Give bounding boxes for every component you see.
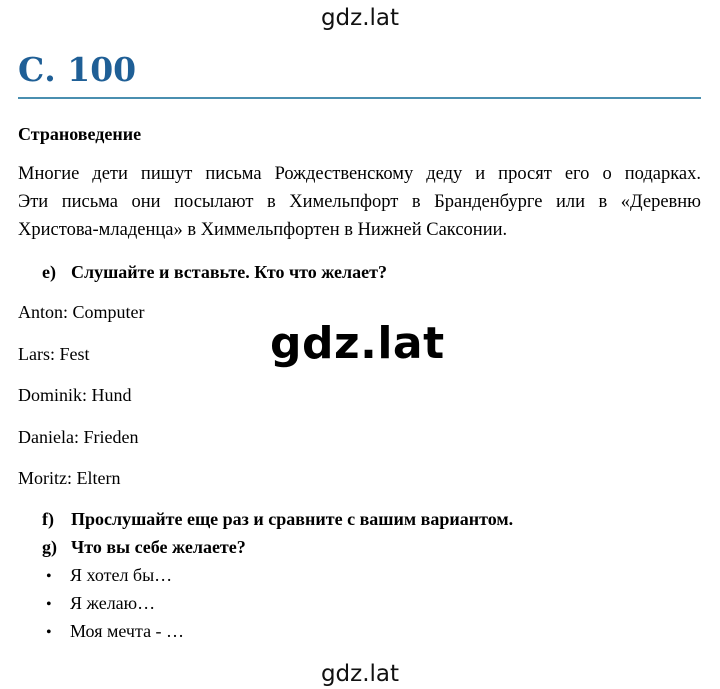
- bullet-item: [46, 593, 155, 614]
- task-e: [42, 262, 387, 283]
- bullet-item: [46, 565, 172, 586]
- task-g: [42, 537, 246, 558]
- page-title: С. 100: [18, 50, 137, 89]
- task-text: Слушайте и вставьте. Кто что желает?: [71, 262, 387, 282]
- answer-item: Lars: Fest: [18, 344, 90, 364]
- answer-item: Dominik: Hund: [18, 385, 132, 405]
- bullet-text: Моя мечта - …: [70, 621, 185, 641]
- task-f: [42, 509, 513, 530]
- title-divider: [18, 97, 701, 99]
- bullet-text: Я хотел бы…: [70, 565, 173, 585]
- task-text: Прослушайте еще раз и сравните с вашим вариантом.: [71, 509, 514, 529]
- task-letter: e): [42, 262, 56, 282]
- answer-item: Anton: Computer: [18, 302, 145, 322]
- task-letter: f): [42, 509, 54, 529]
- bullet-item: [46, 621, 184, 642]
- intro-paragraph: [18, 160, 701, 244]
- bullet-text: Я желаю…: [70, 593, 156, 613]
- bullet-icon: •: [46, 568, 52, 585]
- paragraph-line: Многие дети пишут письма Рождественскому деду и просят его о подарках.: [18, 164, 701, 184]
- watermark-top: gdz.lat: [320, 5, 400, 31]
- paragraph-line: Христова-младенца» в Химмельпфортен в Нижней Саксонии.: [18, 220, 508, 240]
- answer-item: Moritz: Eltern: [18, 468, 121, 488]
- task-letter: g): [42, 537, 57, 557]
- task-text: Что вы себе желаете?: [71, 537, 246, 557]
- bullet-icon: •: [46, 624, 52, 641]
- paragraph-line: Эти письма они посылают в Химельпфорт в Бранденбурге или в «Деревню: [18, 192, 701, 212]
- answer-item: Daniela: Frieden: [18, 427, 139, 447]
- section-heading: Страноведение: [18, 124, 142, 144]
- watermark-middle: gdz.lat: [270, 318, 445, 369]
- bullet-icon: •: [46, 596, 52, 613]
- watermark-bottom: gdz.lat: [320, 661, 400, 687]
